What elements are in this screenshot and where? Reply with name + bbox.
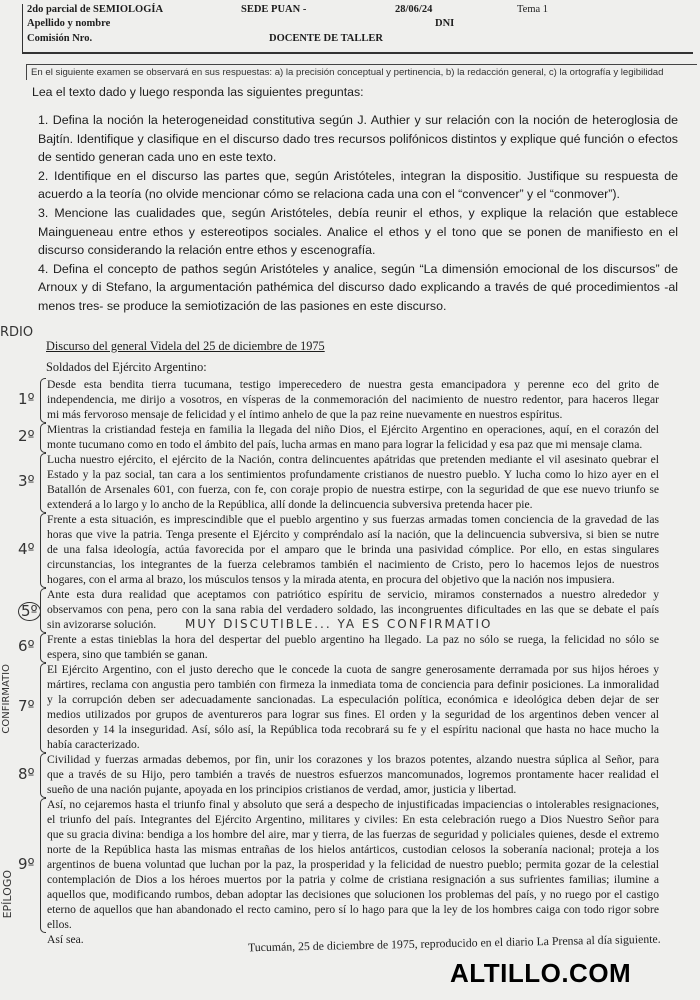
part-number-label: 5º	[18, 602, 41, 621]
part-number-label: 4º	[18, 539, 35, 558]
discourse-line: Lucha nuestro ejército, el ejército de la Nación, contra delincuentes apátridas que pretenden mediante el vil asesinato quebrar el	[47, 453, 659, 466]
topic-label: Tema 1	[517, 4, 549, 15]
part-bracket	[40, 513, 46, 588]
discourse-line: y la corrupción deben ser adecuadamente sancionadas. La especulación política, económica e ideológica deben dejar de ser	[47, 693, 659, 706]
discourse-line: Civilidad y fuerzas armadas debemos, por fin, unir los corazones y los brazos potentes, alzando nuestra súplica al Señor, para	[47, 753, 659, 766]
question-line: 1. Defina la noción la heterogeneidad constitutiva según J. Authier y sur relación con la noción de heteroglosia de	[38, 113, 678, 127]
discourse-line: el triunfo del país. Integrantes del Ejército Argentino, militares y civiles: En esta celebración ruego a Dios Nuestro Señor para	[47, 813, 659, 826]
discourse-line: El Ejército Argentino, con el justo derecho que le concede la cuota de sangre generosamente derramada por sus hijos héroes y	[47, 663, 659, 676]
question-line: menos tres- se produce la semiotización de las pasiones en este discurso.	[38, 298, 447, 313]
discourse-line: independencia, me dirijo a vosotros, en vísperas de la conmemoración del nacimiento de nuestro redentor, para haceros llegar	[47, 393, 659, 406]
part-bracket	[40, 663, 46, 753]
discourse-line: desorden y 14 la inseguridad. Así, sólo así, la República toda recobrará su fe y el espíritu nacional que hasta no hace mucho la	[47, 723, 659, 736]
discourse-line: de una falsa ideología, actúa favorecida por el amparo que le brinda una pasividad cómplice. Por ello, en estas singulares	[47, 543, 659, 556]
part-bracket	[40, 423, 46, 453]
discourse-line: medios utilizados por grupos de aventureros para lograr sus fines. El orden y la seguridad de los argentinos deben vencer al	[47, 708, 659, 721]
discourse-line: aquellos que, modificando rumbos, deban adoptar las decisiones que solucionen los problemas del país, y no ruego por el castigo	[47, 888, 659, 901]
question-line: discurso considerando la relación entre ethos y escenografía.	[38, 243, 376, 258]
discourse-line: contemplación de Dios a los héroes muertos por la patria y colme de cristiana resignación a sus sufrientes familias; ilumine a	[47, 873, 659, 886]
discourse-line: observamos con pena, pero con la sana rabia del verdadero soldado, las incongruentes dificultades en las que se debate el país	[47, 603, 659, 616]
site-label: SEDE PUAN -	[241, 4, 307, 15]
name-label: Apellido y nombre	[27, 18, 111, 29]
discourse-line: espera, sino que también se ganan.	[47, 648, 208, 661]
teacher-label: DOCENTE DE TALLER	[269, 33, 383, 44]
discourse-line: circunstancias, los integrantes de la fuerza celebramos también el nacimiento de Cristo, pero lo hacemos lejos de nuestros	[47, 558, 659, 571]
discourse-line: que su gracia divina: bendiga a los hombre del aire, mar y tierra, de las fuerzas de seguridad y policiales quienes, desde el extremo	[47, 828, 659, 841]
part-number-label: 7º	[18, 697, 35, 715]
discourse-line: Así, no cejaremos hasta el triunfo final y absoluto que será a despecho de injustificadas impaciencias o intolerables resignaciones,	[47, 798, 659, 811]
handwritten-comment: MUY DISCUTIBLE... YA ES CONFIRMATIO	[185, 617, 493, 631]
question-line: Arnoux y di Stefano, la argumentación pathémica del discurso dado explicando a través de qué procedimientos -al	[38, 280, 678, 295]
discourse-signoff: Tucumán, 25 de diciembre de 1975, reproducido en el diario La Prensa al día siguiente.	[247, 931, 661, 955]
question-line: 3. Mencione las cualidades que, según Aristóteles, debía reunir el ethos, y explique la relación que establece	[38, 205, 678, 220]
discourse-line: extenderá a lo largo y lo ancho de la República, allí donde la delincuencia subversiva pretenda hacer pie.	[47, 498, 533, 511]
commission-label: Comisión Nro.	[27, 33, 93, 44]
part-number-label: 1º	[18, 389, 35, 408]
discourse-line: Frente a esta situación, es imprescindible que el pueblo argentino y sus fuerzas armadas tomen conciencia de la gravedad de las	[47, 513, 659, 526]
part-bracket	[40, 588, 46, 633]
part-number-label: 9º	[18, 854, 35, 873]
discourse-line: argentinos de buena voluntad que luchan por la paz, la prosperidad y la felicidad de nuestro pueblo; permita gozar de la celestial	[47, 858, 659, 871]
id-label: DNI	[435, 18, 455, 29]
discourse-line: mártires, reclama con angustia pero también con firmeza la inmediata toma de conciencia para definir posiciones. La inmoralidad	[47, 678, 659, 691]
discourse-line: norte de la República hasta las mismas entrañas de los hielos antárticos, custodian celosos la soberanía nacional; proteja a los	[47, 843, 659, 856]
part-number-label: 3º	[18, 472, 35, 490]
discourse-line: Batallón de Arsenales 601, con fuerza, con fe, con coraje propio de nuestra estirpe, con la seguridad de que ese nuevo triunfo se	[47, 483, 659, 496]
discourse-title: Discurso del general Videla del 25 de diciembre de 1975	[46, 339, 325, 353]
question-list	[38, 111, 678, 316]
question-line: Bajtín. Identifique y clasifique en el discurso dado tres recursos polifónicos distintos y explique qué función o efectos	[38, 131, 678, 146]
instructions-lead: Lea el texto dado y luego responda las siguientes preguntas:	[32, 85, 364, 99]
discourse-line: monte tucumano como en todo el ámbito del país, lucha armas en mano para lograr la felicidad y esa paz que mi mensaje clama.	[47, 438, 643, 451]
discourse-line: había caracterizado.	[47, 738, 140, 751]
discourse-line: ellos.	[47, 918, 72, 931]
question-line: 4. Defina el concepto de pathos según Aristóteles y analice, según “La dimensión emocional de los discursos” de	[38, 261, 678, 276]
question-line: de sentido generan cada uno en este texto.	[38, 150, 277, 165]
part-bracket	[40, 753, 46, 798]
discourse-salutation: Soldados del Ejército Argentino:	[46, 360, 207, 374]
discourse-text	[47, 377, 659, 947]
discourse-line: hogares, con el arma al brazo, los músculos tensos y la mirada atenta, en procura del objetivo que la nación nos impusiera.	[47, 573, 615, 586]
part-bracket	[40, 633, 46, 663]
epilogo-label: EPÍLOGO	[1, 870, 14, 919]
discourse-line: mi más fervoroso mensaje de felicidad y el íntimo anhelo de que la paz reine nuevamente en nuestros espíritus.	[47, 408, 563, 421]
part-number-label: 2º	[18, 427, 35, 445]
discourse-line: Así sea.	[47, 933, 84, 946]
exordio-label: RDIO	[0, 325, 34, 340]
discourse-line: que a través de su Hijo, pero también a través de nuestros esfuerzos mancomunados, logremos prontamente hacer realidad el	[47, 768, 659, 781]
discourse-line: sueño de una nación pujante, apoyada en los principios cristianos de verdad, amor, justicia y libertad.	[47, 783, 517, 796]
part-bracket	[40, 378, 46, 423]
discourse-line: horas que vive la patria. Tenga presente el Ejército y compréndalo así la nación, que la delincuencia subversiva, si bien se nutre	[47, 528, 659, 541]
exam-header	[22, 4, 693, 54]
course-label: 2do parcial de SEMIOLOGÍA	[27, 4, 164, 15]
discourse-line: Desde esta bendita tierra tucumana, testigo imperecedero de nuestra gesta emancipadora y perenne eco del grito de	[47, 378, 659, 391]
part-number-label: 8º	[18, 764, 35, 783]
watermark-logo: ALTILLO.COM	[450, 958, 632, 988]
discourse-line: sin avizorarse solución.	[47, 618, 157, 631]
discourse-line: eterno de aquellos que han abandonado el recto camino, pero sí lo hago para que la ley de los hombres caiga con todo rigor sobre	[47, 903, 659, 916]
question-line: acuerdo a la teoría (no olvide mencionar cómo se relaciona cada una con el “convencer” y el “conmover”).	[38, 187, 620, 202]
part-bracket	[40, 453, 46, 513]
date-label: 28/06/24	[395, 4, 433, 15]
evaluation-criteria: En el siguiente examen se observará en sus respuestas: a) la precisión conceptual y pertinencia, b) la redacción general, c) la ortografía y legibilidad	[26, 64, 697, 80]
discourse-line: Estado y la paz social, tan cara a los sentimientos profundamente cristianos de nuestro pueblo. Y lucha como lo hizo ayer en el	[47, 468, 659, 481]
part-number-label: 6º	[18, 637, 35, 655]
part-bracket	[40, 798, 46, 933]
question-line: Maingueneau entre ethos y estereotipos sociales. Analice el ethos y el tono que se ponen de manifiesto en el	[38, 224, 678, 239]
discourse-line: Ante esta dura realidad que aceptamos con patriótico espíritu de servicio, miramos consternados a nuestro alrededor y	[47, 588, 659, 601]
question-line: 2. Identifique en el discurso las partes que, según Aristóteles, integran la dispositio. Justifique su respuesta de	[38, 168, 678, 183]
confirmatio-label: CONFIRMATIO	[1, 664, 12, 734]
discourse-line: Frente a estas tinieblas la hora del despertar del pueblo argentino ha llegado. La paz no sólo se ruega, la felicidad no sólo se	[47, 633, 659, 646]
discourse-line: Mientras la cristiandad festeja en familia la llegada del niño Dios, el Ejército Argentino en operaciones, aquí, en el corazón del	[47, 423, 659, 436]
